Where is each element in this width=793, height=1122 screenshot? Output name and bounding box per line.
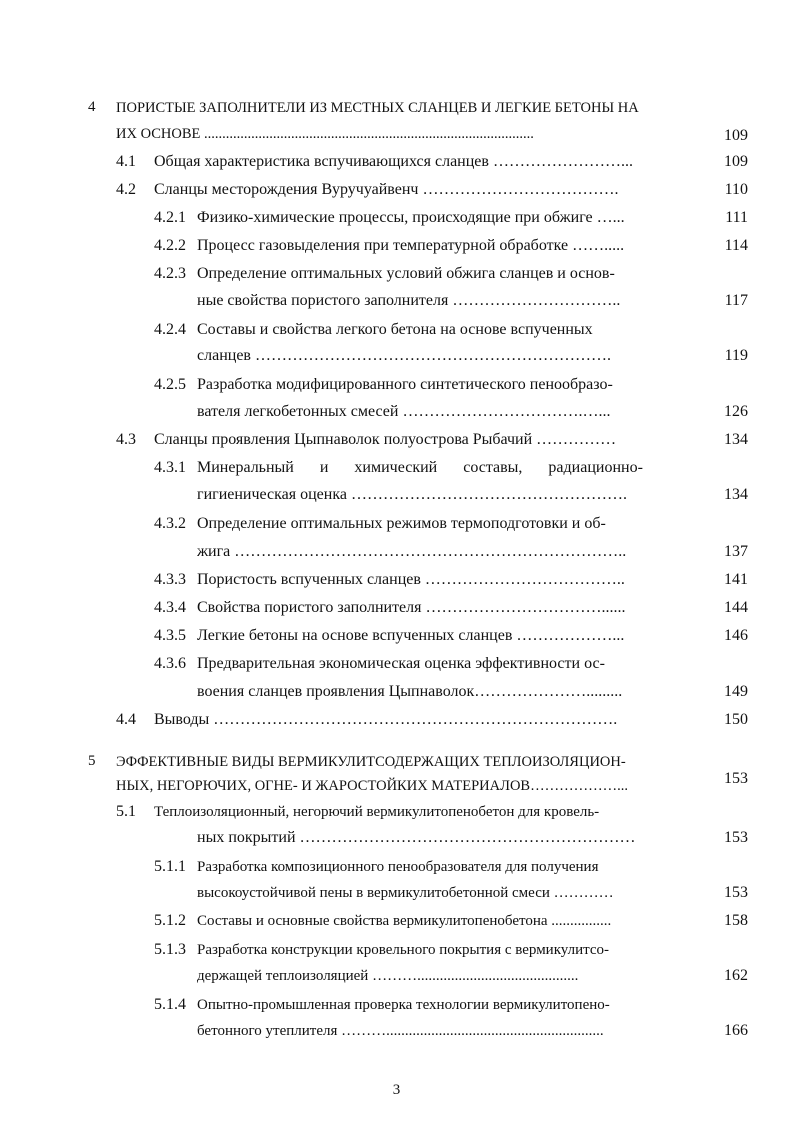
entry-title-line: Определение оптимальных режимов термоподготовки и об- xyxy=(197,515,606,532)
section-number: 4.3 xyxy=(116,431,136,448)
entry-title-line: гигиеническая оценка ……………………………………………. xyxy=(197,486,627,503)
section-number: 4.2.3 xyxy=(154,265,186,282)
section-number: 5.1.4 xyxy=(154,996,186,1013)
section-number: 4.2.2 xyxy=(154,237,186,254)
section-number: 4.3.1 xyxy=(154,459,186,476)
page-ref: 134 xyxy=(724,486,748,503)
entry-title-line: Сланцы проявления Цыпнаволок полуострова Рыбачий …………… xyxy=(154,431,617,448)
section-number: 4.3.6 xyxy=(154,655,186,672)
page-ref: 144 xyxy=(724,599,748,616)
section-number: 4.3.5 xyxy=(154,627,186,644)
page-ref: 153 xyxy=(724,829,748,846)
section-number: 4.3.2 xyxy=(154,515,186,532)
entry-title-line: Составы и свойства легкого бетона на основе вспученных xyxy=(197,321,593,338)
entry-title-line: ЭФФЕКТИВНЫЕ ВИДЫ ВЕРМИКУЛИТСОДЕРЖАЩИХ ТЕПЛОИЗОЛЯЦИОН- xyxy=(116,754,626,770)
section-number: 4.3.3 xyxy=(154,571,186,588)
section-number: 4.3.4 xyxy=(154,599,186,616)
entry-title-line: Выводы …………………………………………………………………. xyxy=(154,711,618,728)
entry-title-line: сланцев …………………………………………………………. xyxy=(197,347,611,364)
entry-title-line: бетонного утеплителя ……….......................................................... xyxy=(197,1023,604,1039)
section-number: 4.4 xyxy=(116,711,136,728)
section-number: 4.2.5 xyxy=(154,376,186,393)
entry-title-line: ные свойства пористого заполнителя ………………………….. xyxy=(197,292,621,309)
entry-title-line: ных покрытий ……………………………………………………… xyxy=(197,829,636,846)
section-number: 4.1 xyxy=(116,153,136,170)
page-ref: 134 xyxy=(724,431,748,448)
section-number: 5 xyxy=(88,753,96,769)
entry-title-line: Предварительная экономическая оценка эффективности ос- xyxy=(197,655,605,672)
entry-title-line: Свойства пористого заполнителя ……………………………...... xyxy=(197,599,626,616)
entry-title-line: Общая характеристика вспучивающихся сланцев ……………………... xyxy=(154,153,633,170)
entry-title-line: воения сланцев проявления Цыпнаволок…………………......... xyxy=(197,683,623,700)
section-number: 4.2 xyxy=(116,181,136,198)
page-ref: 150 xyxy=(724,711,748,728)
section-number: 4.2.1 xyxy=(154,209,186,226)
page-ref: 166 xyxy=(724,1022,748,1039)
section-number: 4 xyxy=(88,99,96,115)
page-ref: 109 xyxy=(724,153,748,170)
entry-title-line: Опытно-промышленная проверка технологии вермикулитопено- xyxy=(197,997,610,1013)
entry-title-line: ПОРИСТЫЕ ЗАПОЛНИТЕЛИ ИЗ МЕСТНЫХ СЛАНЦЕВ И ЛЕГКИЕ БЕТОНЫ НА xyxy=(116,100,639,116)
section-number: 5.1.1 xyxy=(154,858,186,875)
section-number: 5.1.3 xyxy=(154,941,186,958)
page-ref: 146 xyxy=(724,627,748,644)
page-ref: 158 xyxy=(724,912,748,929)
page-ref: 153 xyxy=(724,884,748,901)
entry-title-line: Теплоизоляционный, негорючий вермикулитопенобетон для кровель- xyxy=(154,804,600,820)
entry-title-line: Составы и основные свойства вермикулитопенобетона ................ xyxy=(197,913,612,929)
page-ref: 110 xyxy=(724,181,748,198)
entry-title-line: Сланцы месторождения Вуручуайвенч ………………………………. xyxy=(154,181,619,198)
entry-title-line: Определение оптимальных условий обжига сланцев и основ- xyxy=(197,265,615,282)
entry-title-line: вателя легкобетонных смесей …………………………….…... xyxy=(197,403,611,420)
page-ref: 162 xyxy=(724,967,748,984)
entry-title-line: Легкие бетоны на основе вспученных сланцев ………………... xyxy=(197,627,625,644)
entry-title-line: ИХ ОСНОВЕ ........................................................................................... xyxy=(116,126,534,142)
entry-title-line: держащей теплоизоляцией ………........................................... xyxy=(197,968,579,984)
page-ref: 137 xyxy=(724,543,748,560)
page-number: 3 xyxy=(392,1082,401,1098)
entry-title-line: Процесс газовыделения при температурной обработке ……..... xyxy=(197,237,625,254)
entry-title-line: жига ……………………………………………………………….. xyxy=(197,543,627,560)
page-ref: 111 xyxy=(725,209,748,226)
entry-title-line: Разработка модифицированного синтетического пенообразо- xyxy=(197,376,613,393)
page-ref: 119 xyxy=(724,347,748,364)
page-ref: 117 xyxy=(724,292,748,309)
page-ref: 109 xyxy=(724,127,748,144)
entry-title-line: Физико-химические процессы, происходящие при обжиге …... xyxy=(197,209,625,226)
entry-title-line: высокоустойчивой пены в вермикулитобетонной смеси ………… xyxy=(197,885,614,901)
entry-title-line: НЫХ, НЕГОРЮЧИХ, ОГНЕ- И ЖАРОСТОЙКИХ МАТЕРИАЛОВ………………... xyxy=(116,778,628,794)
page-ref: 114 xyxy=(724,237,748,254)
page-ref: 126 xyxy=(724,403,748,420)
entry-title-line: Минеральный и химический составы, радиационно- xyxy=(197,459,643,476)
page-ref: 153 xyxy=(724,770,748,787)
page-ref: 141 xyxy=(724,571,748,588)
section-number: 5.1.2 xyxy=(154,912,186,929)
entry-title-line: Пористость вспученных сланцев ……………………………….. xyxy=(197,571,625,588)
section-number: 4.2.4 xyxy=(154,321,186,338)
section-number: 5.1 xyxy=(116,803,136,820)
entry-title-line: Разработка композиционного пенообразователя для получения xyxy=(197,859,599,875)
page-ref: 149 xyxy=(724,683,748,700)
entry-title-line: Разработка конструкции кровельного покрытия с вермикулитсо- xyxy=(197,942,610,958)
